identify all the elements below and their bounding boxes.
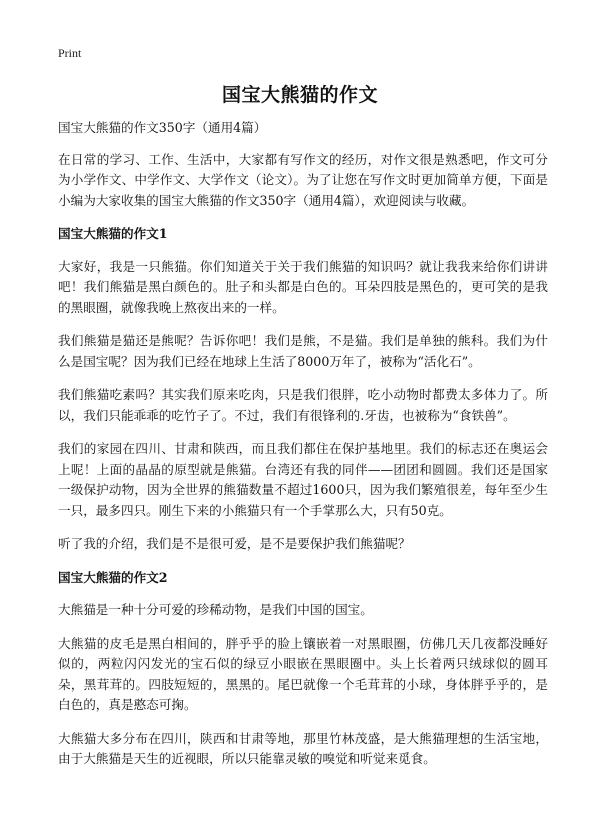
intro-paragraph: 在日常的学习、工作、生活中，大家都有写作文的经历，对作文很是熟悉吧，作文可分为小学作文、中学作文、大学作文（论文）。为了让您在写作文时更加简单方便，下面是小编为大家收集的国宝大熊猫的作文350字（通用4篇），欢迎阅读与收藏。 — [58, 151, 548, 208]
essay-heading: 国宝大熊猫的作文2 — [58, 569, 168, 585]
essay-paragraph: 我们的家园在四川、甘肃和陕西，而且我们都住在保护基地里。我们的标志还在奥运会上呢！上面的晶晶的原型就是熊猫。台湾还有我的同伴——团团和圆圆。我们还是国家一级保护动物，因为全世界的熊猫数量不超过1600只，因为我们繁殖很差，每年至少生一只，最多四只。刚生下来的小熊猫只有一个手掌那么大，只有50克。 — [58, 441, 548, 518]
article-body — [58, 118, 548, 783]
essay-paragraph: 我们熊猫吃素吗？其实我们原来吃肉，只是我们很胖，吃小动物时都费太多体力了。所以，我们只能乖乖的吃竹子了。不过，我们有很锋利的.牙齿，也被称为“食铁兽”。 — [58, 387, 548, 423]
essay-paragraph: 我们熊猫是猫还是熊呢？告诉你吧！我们是熊，不是猫。我们是单独的熊科。我们为什么是国宝呢？因为我们已经在地球上生活了8000万年了，被称为“活化石”。 — [58, 333, 548, 369]
essay-paragraph: 大家好，我是一只熊猫。你们知道关于关于我们熊猫的知识吗？就让我我来给你们讲讲吧！我们熊猫是黑白颜色的。肚子和头都是白色的。耳朵四肢是黑色的，更可笑的是我的黑眼圈，就像我晚上熬夜出来的一样。 — [58, 258, 548, 315]
essay-heading: 国宝大熊猫的作文1 — [58, 226, 168, 241]
article-subtitle: 国宝大熊猫的作文350字（通用4篇） — [58, 120, 267, 135]
essay-paragraph: 听了我的介绍，我们是不是很可爱，是不是要保护我们熊猫呢？ — [58, 536, 411, 551]
essay-paragraph: 大熊猫大多分布在四川，陕西和甘肃等地，那里竹林茂盛，是大熊猫理想的生活宝地，由于大熊猫是天生的近视眼，所以只能靠灵敏的嗅觉和听觉来觅食。 — [58, 730, 548, 766]
page-title: 国宝大熊猫的作文 — [221, 84, 378, 106]
essay-paragraph: 大熊猫的皮毛是黑白相间的，胖乎乎的脸上镶嵌着一对黑眼圈，仿佛几天几夜都没睡好似的，两粒闪闪发光的宝石似的绿豆小眼嵌在黑眼圈中。头上长着两只绒球似的圆耳朵，黑茸茸的。四肢短短的，黑黑的。尾巴就像一个毛茸茸的小球，身体胖乎乎的，是白色的，真是憨态可掬。 — [58, 635, 548, 712]
print-label: Print — [58, 46, 82, 60]
essay-paragraph: 大熊猫是一种十分可爱的珍稀动物，是我们中国的国宝。 — [58, 602, 373, 617]
